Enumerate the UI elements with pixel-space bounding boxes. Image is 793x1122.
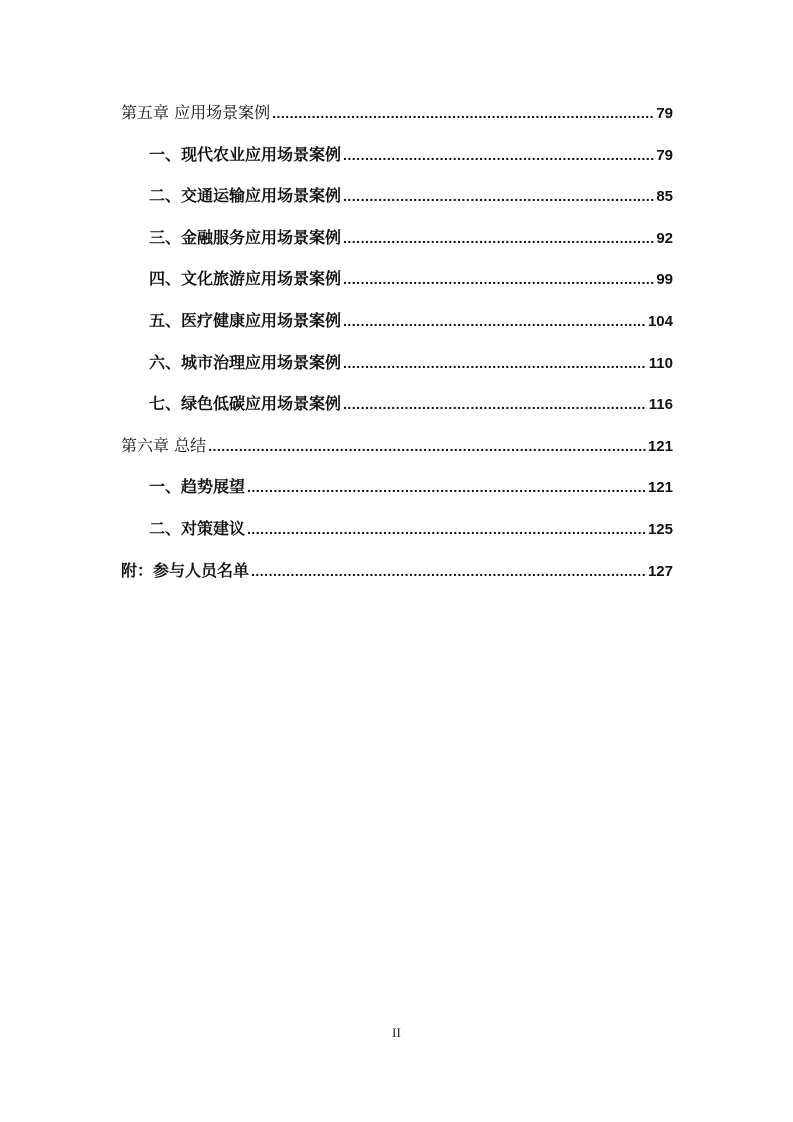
toc-entry-chapter-5[interactable] bbox=[121, 103, 673, 145]
toc-dot-leader bbox=[343, 269, 654, 289]
toc-entry-title: 七、绿色低碳应用场景案例 bbox=[149, 394, 342, 414]
toc-dot-leader bbox=[343, 394, 647, 414]
toc-entry-page: 79 bbox=[656, 146, 673, 164]
toc-entry-page: 99 bbox=[656, 271, 673, 289]
toc-dot-leader bbox=[208, 436, 646, 456]
toc-entry-title: 五、医疗健康应用场景案例 bbox=[149, 310, 342, 330]
toc-entry-page: 127 bbox=[647, 562, 673, 580]
toc-dot-leader bbox=[247, 477, 646, 497]
toc-entry-chapter-6[interactable] bbox=[121, 436, 673, 478]
toc-entry-page: 125 bbox=[647, 520, 673, 538]
toc-entry-appendix[interactable] bbox=[121, 561, 673, 603]
toc-entry-page: 116 bbox=[648, 396, 673, 414]
toc-entry-financial-services[interactable] bbox=[121, 228, 673, 270]
toc-entry-trend-outlook[interactable] bbox=[121, 477, 673, 519]
toc-dot-leader bbox=[343, 353, 647, 373]
toc-entry-page: 92 bbox=[656, 229, 673, 247]
toc-entry-title: 一、现代农业应用场景案例 bbox=[149, 144, 342, 164]
toc-entry-culture-tourism[interactable] bbox=[121, 269, 673, 311]
toc-entry-title: 二、交通运输应用场景案例 bbox=[149, 186, 342, 206]
toc-entry-page: 79 bbox=[656, 105, 673, 122]
toc-entry-title: 四、文化旅游应用场景案例 bbox=[149, 269, 342, 289]
toc-entry-title: 一、趋势展望 bbox=[149, 477, 246, 497]
toc-entry-title: 六、城市治理应用场景案例 bbox=[149, 352, 342, 372]
toc-entry-title: 二、对策建议 bbox=[149, 518, 246, 538]
toc-entry-title: 附：参与人员名单 bbox=[121, 560, 250, 580]
table-of-contents bbox=[121, 103, 673, 602]
toc-entry-title: 第六章 总结 bbox=[121, 435, 207, 455]
toc-entry-healthcare[interactable] bbox=[121, 311, 673, 353]
toc-dot-leader bbox=[251, 561, 646, 581]
toc-entry-transportation[interactable] bbox=[121, 186, 673, 228]
toc-entry-title: 第五章 应用场景案例 bbox=[121, 103, 271, 122]
toc-entry-page: 104 bbox=[647, 312, 673, 330]
toc-dot-leader bbox=[343, 186, 654, 206]
toc-entry-modern-agriculture[interactable] bbox=[121, 145, 673, 187]
toc-dot-leader bbox=[247, 519, 646, 539]
toc-entry-page: 110 bbox=[648, 354, 673, 372]
toc-dot-leader bbox=[343, 145, 654, 165]
toc-entry-page: 121 bbox=[647, 437, 673, 455]
toc-entry-urban-governance[interactable] bbox=[121, 353, 673, 395]
toc-dot-leader bbox=[272, 103, 654, 123]
page-number: II bbox=[392, 1025, 401, 1040]
toc-entry-recommendations[interactable] bbox=[121, 519, 673, 561]
toc-dot-leader bbox=[343, 311, 646, 331]
toc-entry-page: 121 bbox=[647, 479, 673, 497]
toc-entry-page: 85 bbox=[656, 188, 673, 206]
toc-dot-leader bbox=[343, 228, 654, 248]
toc-entry-title: 三、金融服务应用场景案例 bbox=[149, 227, 342, 247]
toc-entry-green-low-carbon[interactable] bbox=[121, 394, 673, 436]
